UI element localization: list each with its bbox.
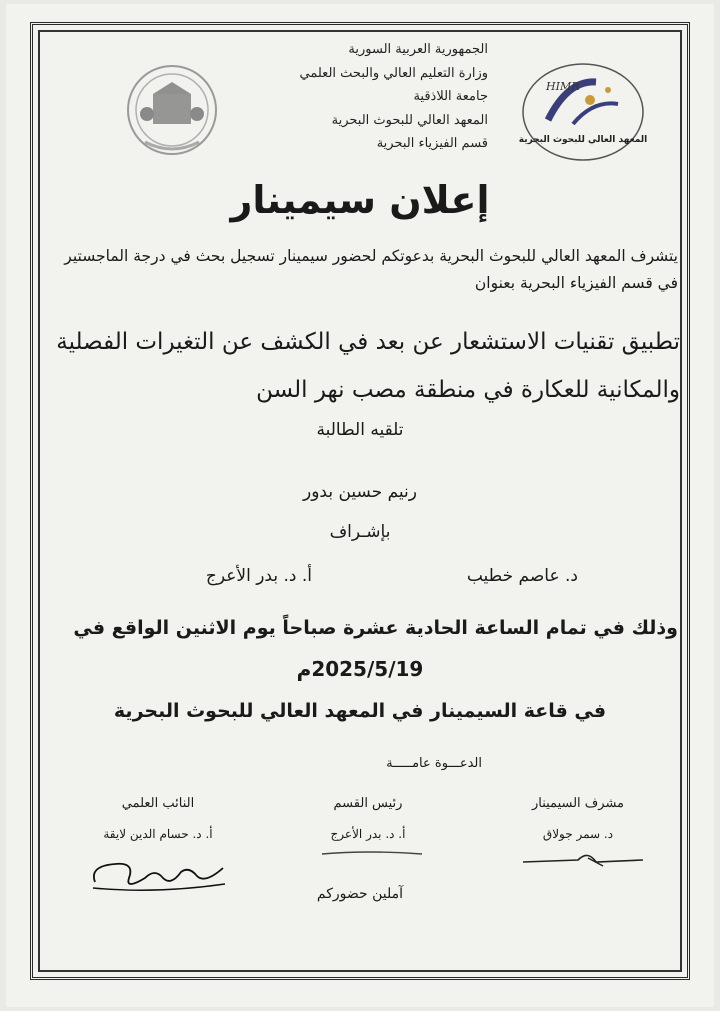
supervisor-1: د. عاصم خطيب xyxy=(466,566,578,586)
signatory-title: مشرف السيمينار xyxy=(531,796,625,811)
event-time: وذلك في تمام الساعة الحادية عشرة صباحاً يوم الاثنين الواقع في xyxy=(73,617,678,639)
header-line-country: الجمهورية العربية السورية xyxy=(348,42,488,57)
page-title: إعلان سيمينار xyxy=(230,178,490,222)
himr-logo-text: المعهد العالي للبحوث البحرية xyxy=(518,135,648,145)
himr-logo xyxy=(518,60,648,168)
signatory-name: د. سمر جولاق xyxy=(542,827,614,841)
signature-seminar-supervisor xyxy=(518,840,648,880)
header-line-university: جامعة اللاذقية xyxy=(413,89,488,104)
signature-department-head xyxy=(318,840,428,870)
event-date: 2025/5/19م xyxy=(296,657,424,681)
thesis-title: تطبيق تقنيات الاستشعار عن بعد في الكشف عن التغيرات الفصلية والمكانية للعكارة في منطقة مصب نهر السن xyxy=(56,329,680,403)
closing-text: آملين حضوركم xyxy=(316,886,404,902)
signatory-scientific-deputy xyxy=(58,796,258,841)
student-name: رنيم حسين بدور xyxy=(302,482,417,502)
presented-by-label: تلقيه الطالبة xyxy=(316,420,404,440)
himr-abbr: HIMR xyxy=(546,80,580,93)
signatory-name: أ. د. حسام الدين لايقة xyxy=(103,827,213,841)
intro-text: يتشرف المعهد العالي للبحوث البحرية بدعوتكم لحضور سيمينار تسجيل بحث في درجة الماجستير في قسم الفيزياء البحرية بعنوان xyxy=(64,247,678,292)
header-line-department: قسم الفيزياء البحرية xyxy=(376,136,488,151)
supervisor-2: أ. د. بدر الأعرج xyxy=(205,566,312,586)
university-seal-logo xyxy=(125,58,219,168)
event-place: في قاعة السيمينار في المعهد العالي للبحوث البحرية xyxy=(113,700,607,722)
supervision-label: بإشـراف xyxy=(329,522,391,542)
signatory-name: أ. د. بدر الأعرج xyxy=(330,827,406,841)
open-invitation: الدعـــوة عامـــــة xyxy=(386,756,482,771)
signatory-department-head xyxy=(268,796,468,841)
signatory-title: رئيس القسم xyxy=(333,796,403,811)
signatory-seminar-supervisor xyxy=(478,796,678,841)
header-block xyxy=(248,38,488,156)
signatory-title: النائب العلمي xyxy=(121,796,195,811)
header-line-institute: المعهد العالي للبحوث البحرية xyxy=(331,112,488,128)
header-line-ministry: وزارة التعليم العالي والبحث العلمي xyxy=(299,65,488,81)
supervisors-row xyxy=(0,566,720,596)
